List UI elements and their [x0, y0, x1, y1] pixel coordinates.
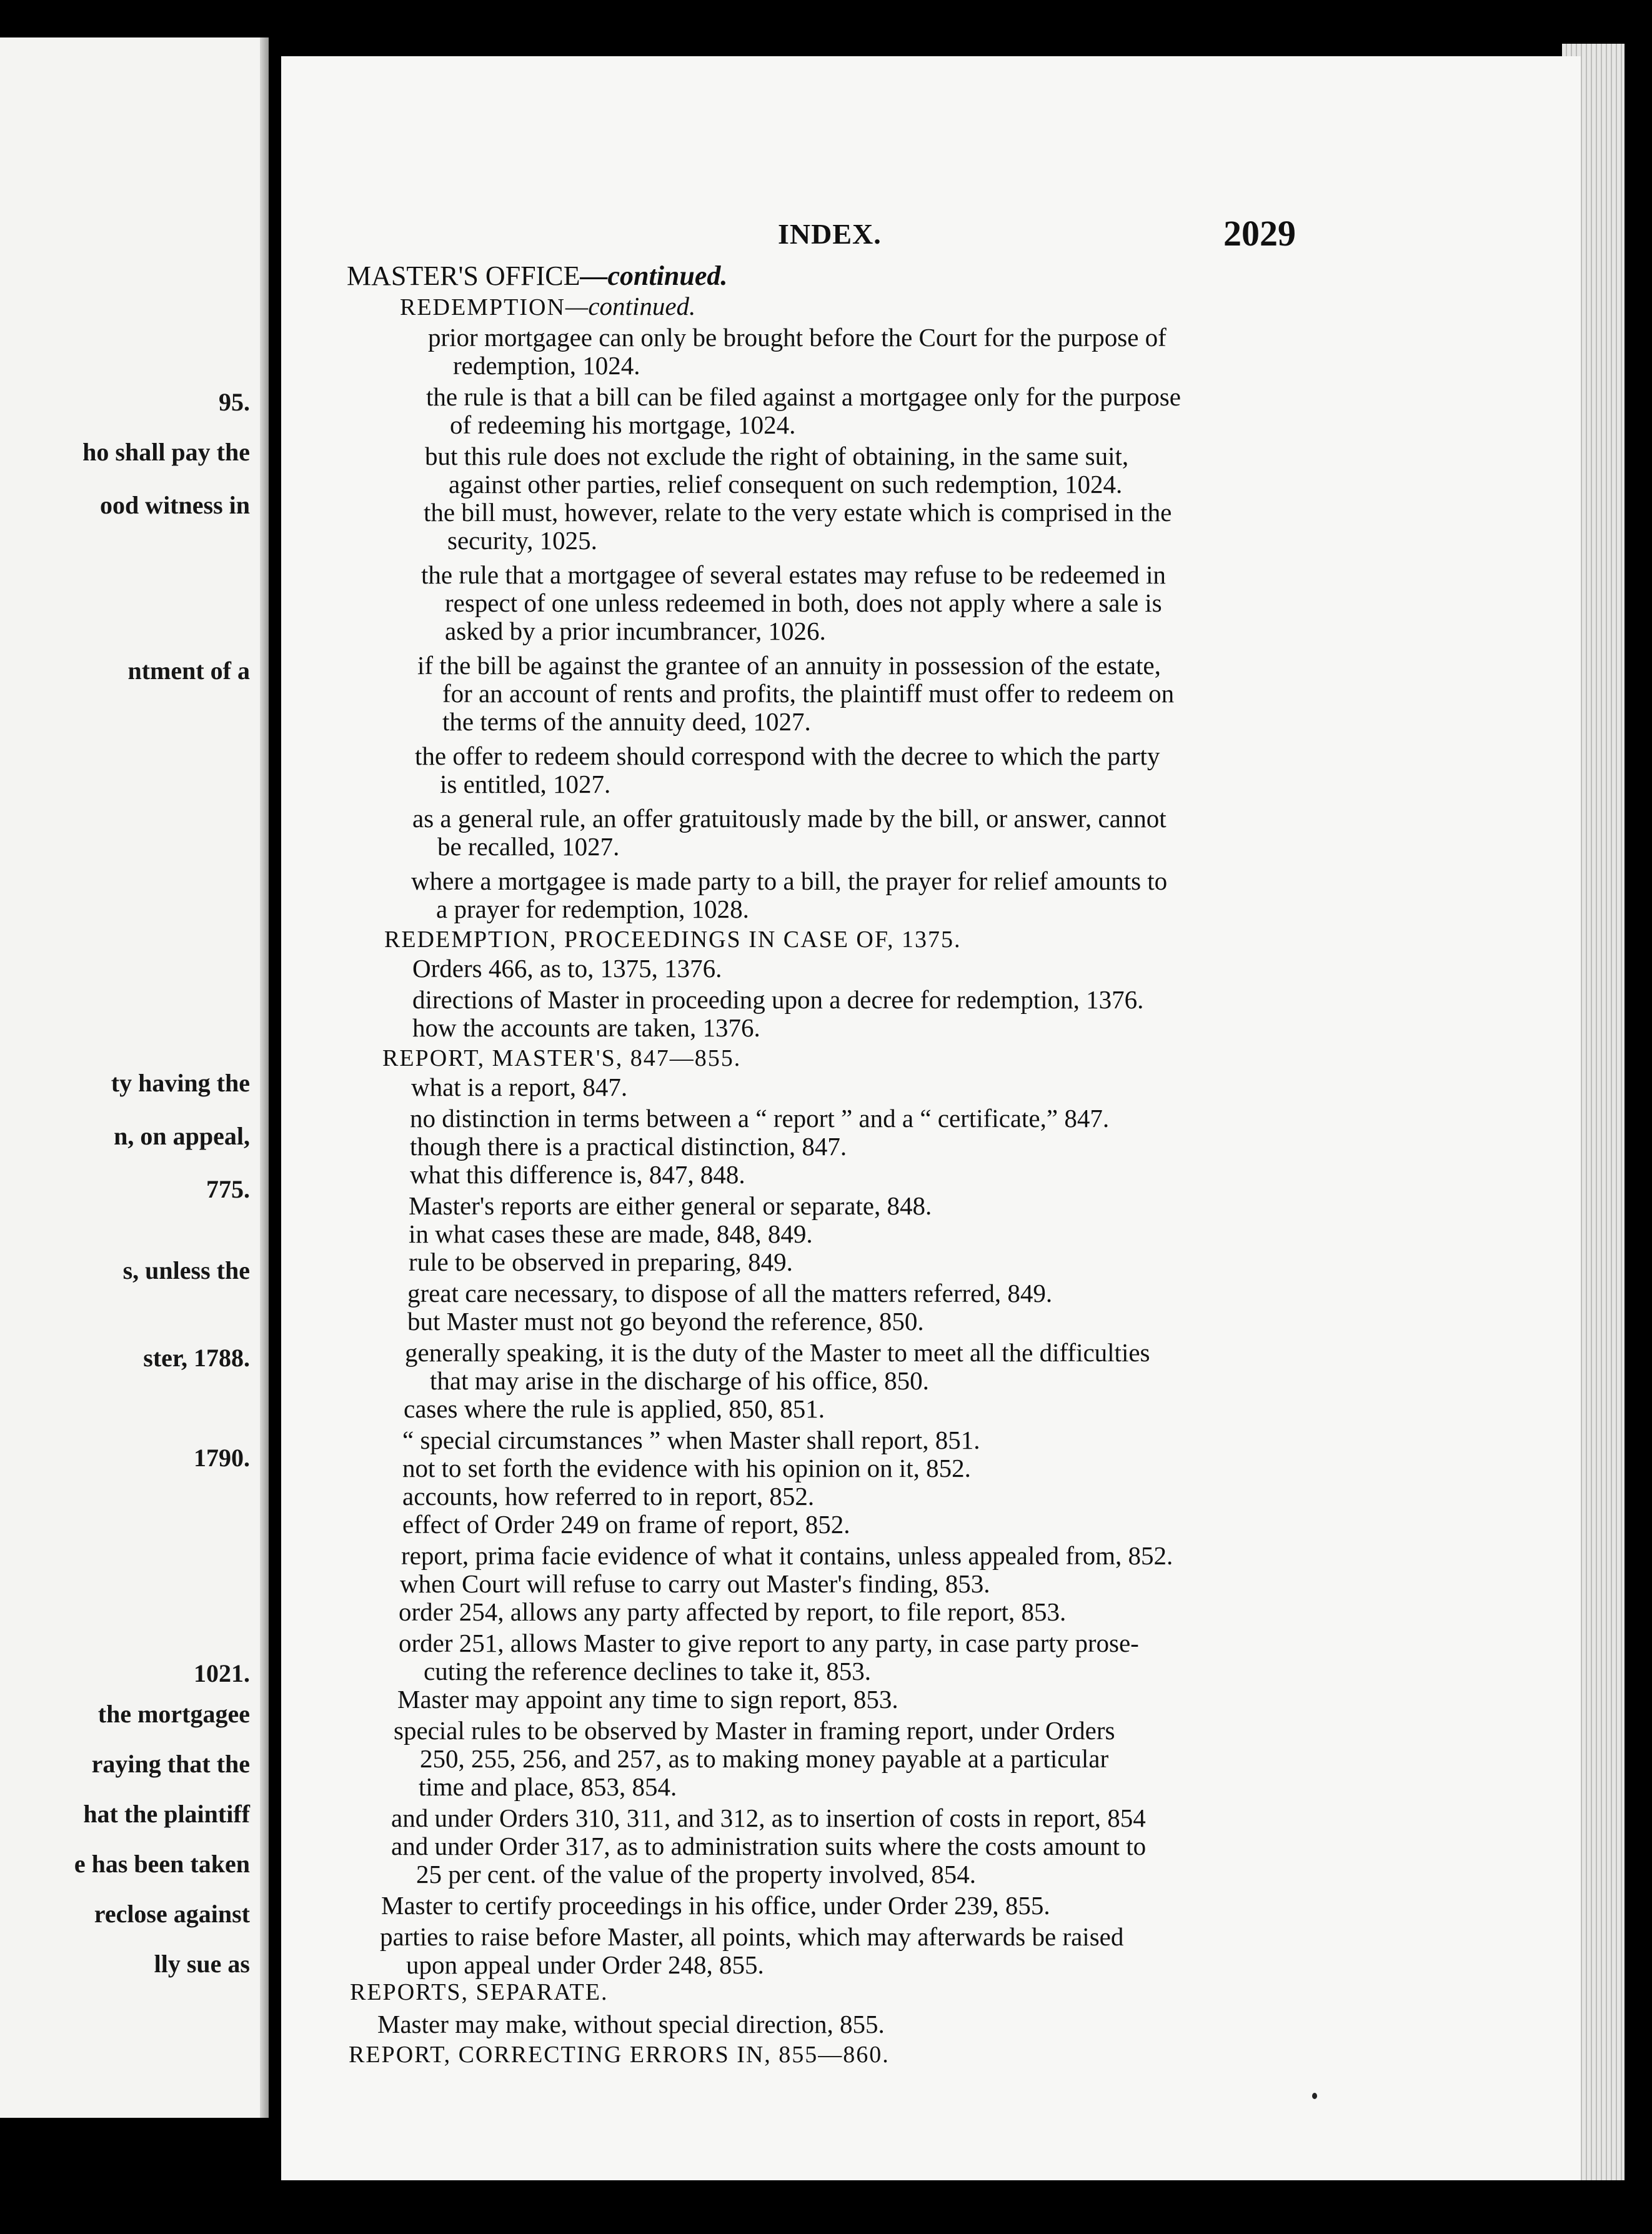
- index-line: not to set forth the evidence with his opinion on it, 852.: [402, 1454, 971, 1482]
- index-line: upon appeal under Order 248, 855.: [406, 1950, 764, 1979]
- index-line: that may arise in the discharge of his office, 850.: [430, 1366, 929, 1395]
- index-line: cuting the reference declines to take it, 853.: [424, 1657, 872, 1685]
- facing-page-line: ster, 1788.: [143, 1344, 250, 1372]
- running-title: INDEX.: [778, 218, 882, 250]
- facing-page-line: ty having the: [111, 1069, 250, 1097]
- index-line: parties to raise before Master, all points, which may afterwards be raised: [380, 1922, 1124, 1951]
- ink-speck: [1312, 2093, 1317, 2099]
- index-line: security, 1025.: [447, 526, 597, 555]
- facing-page-line: e has been taken: [74, 1850, 250, 1878]
- facing-page-line: ood witness in: [99, 491, 250, 519]
- index-line: but this rule does not exclude the right of obtaining, in the same suit,: [425, 442, 1129, 470]
- index-line: the rule is that a bill can be filed against a mortgagee only for the purpose: [426, 382, 1181, 411]
- index-line: special rules to be observed by Master in framing report, under Orders: [394, 1716, 1115, 1745]
- sub-heading-text: REDEMPTION: [400, 294, 565, 320]
- facing-page-line: reclose against: [94, 1900, 250, 1928]
- index-line: what this difference is, 847, 848.: [410, 1160, 745, 1189]
- facing-page-line: lly sue as: [154, 1950, 250, 1978]
- index-line: though there is a practical distinction, 847.: [410, 1132, 847, 1161]
- facing-page-fragment: [0, 37, 269, 2118]
- index-page: [281, 56, 1581, 2180]
- heading-continued: —continued.: [580, 261, 728, 291]
- facing-page-line: hat the plaintiff: [83, 1800, 250, 1828]
- index-line: effect of Order 249 on frame of report, 852.: [402, 1510, 850, 1539]
- index-line: 250, 255, 256, and 257, as to making money payable at a particular: [420, 1744, 1109, 1773]
- index-line: and under Order 317, as to administration suits where the costs amount to: [391, 1832, 1147, 1860]
- index-line: against other parties, relief consequent on such redemption, 1024.: [449, 470, 1123, 499]
- index-line: Master to certify proceedings in his office, under Order 239, 855.: [381, 1891, 1050, 1920]
- index-line: prior mortgagee can only be brought before the Court for the purpose of: [428, 323, 1167, 352]
- main-heading: [347, 262, 727, 290]
- index-line: the rule that a mortgagee of several estates may refuse to be redeemed in: [421, 560, 1166, 589]
- index-line: rule to be observed in preparing, 849.: [409, 1248, 793, 1276]
- index-line: report, prima facie evidence of what it contains, unless appealed from, 852.: [401, 1541, 1173, 1570]
- index-line: is entitled, 1027.: [440, 770, 611, 798]
- index-line: when Court will refuse to carry out Master's finding, 853.: [400, 1569, 990, 1598]
- index-line: be recalled, 1027.: [437, 832, 620, 861]
- index-line: but Master must not go beyond the reference, 850.: [407, 1307, 924, 1336]
- index-line: 25 per cent. of the value of the property involved, 854.: [416, 1860, 977, 1889]
- index-line: no distinction in terms between a “ report ” and a “ certificate,” 847.: [410, 1104, 1110, 1133]
- book-spine-shadow: [260, 37, 269, 2118]
- index-line: accounts, how referred to in report, 852.: [402, 1482, 815, 1511]
- index-line: “ special circumstances ” when Master shall report, 851.: [402, 1426, 980, 1454]
- index-line: of redeeming his mortgage, 1024.: [450, 410, 796, 439]
- index-line: the bill must, however, relate to the very estate which is comprised in the: [424, 498, 1172, 527]
- index-heading: REPORT, CORRECTING ERRORS IN, 855—860.: [349, 2042, 890, 2068]
- index-line: Master may appoint any time to sign report, 853.: [397, 1685, 898, 1714]
- index-line: Master may make, without special direction, 855.: [377, 2010, 885, 2038]
- page-number: 2029: [1223, 213, 1296, 254]
- index-line: respect of one unless redeemed in both, does not apply where a sale is: [445, 588, 1162, 617]
- facing-page-line: the mortgagee: [97, 1700, 250, 1728]
- index-line: great care necessary, to dispose of all the matters referred, 849.: [407, 1279, 1053, 1308]
- index-line: Master's reports are either general or separate, 848.: [409, 1191, 932, 1220]
- index-line: for an account of rents and profits, the plaintiff must offer to redeem on: [442, 679, 1175, 708]
- index-line: how the accounts are taken, 1376.: [412, 1013, 760, 1042]
- index-line: the offer to redeem should correspond with the decree to which the party: [415, 742, 1160, 770]
- index-line: Orders 466, as to, 1375, 1376.: [412, 954, 722, 983]
- index-line: a prayer for redemption, 1028.: [436, 895, 749, 923]
- index-line: redemption, 1024.: [453, 351, 640, 380]
- sub-heading: [400, 294, 695, 319]
- index-line: and under Orders 310, 311, and 312, as to insertion of costs in report, 854: [391, 1804, 1146, 1832]
- index-heading: REPORTS, SEPARATE.: [350, 1979, 609, 2005]
- facing-page-line: 775.: [206, 1175, 250, 1203]
- facing-page-line: s, unless the: [122, 1256, 250, 1284]
- facing-page-line: ho shall pay the: [82, 438, 250, 466]
- facing-page-line: n, on appeal,: [114, 1122, 250, 1150]
- index-line: in what cases these are made, 848, 849.: [409, 1219, 813, 1248]
- index-heading: REDEMPTION, PROCEEDINGS IN CASE OF, 1375.: [384, 926, 962, 953]
- facing-page-line: 1790.: [194, 1444, 250, 1472]
- index-line: where a mortgagee is made party to a bill, the prayer for relief amounts to: [411, 866, 1168, 895]
- index-line: order 251, allows Master to give report to any party, in case party prose-: [399, 1629, 1139, 1657]
- index-line: cases where the rule is applied, 850, 851.: [404, 1394, 825, 1423]
- sub-heading-continued: —continued.: [565, 292, 696, 320]
- facing-page-line: raying that the: [91, 1750, 250, 1778]
- index-line: generally speaking, it is the duty of the Master to meet all the difficulties: [405, 1338, 1150, 1367]
- index-line: asked by a prior incumbrancer, 1026.: [445, 617, 826, 645]
- index-line: as a general rule, an offer gratuitously made by the bill, or answer, cannot: [412, 804, 1167, 833]
- heading-text: MASTER'S OFFICE: [347, 261, 580, 291]
- index-line: what is a report, 847.: [411, 1073, 628, 1101]
- index-line: directions of Master in proceeding upon a decree for redemption, 1376.: [412, 985, 1144, 1014]
- index-heading: REPORT, MASTER'S, 847—855.: [382, 1045, 742, 1071]
- index-line: time and place, 853, 854.: [419, 1772, 677, 1801]
- page-header: [281, 213, 1581, 261]
- facing-page-line: 95.: [219, 388, 250, 416]
- index-line: the terms of the annuity deed, 1027.: [442, 707, 811, 736]
- index-line: order 254, allows any party affected by report, to file report, 853.: [399, 1597, 1067, 1626]
- index-line: if the bill be against the grantee of an annuity in possession of the estate,: [417, 651, 1161, 680]
- facing-page-line: 1021.: [194, 1659, 250, 1687]
- facing-page-line: ntment of a: [127, 657, 250, 685]
